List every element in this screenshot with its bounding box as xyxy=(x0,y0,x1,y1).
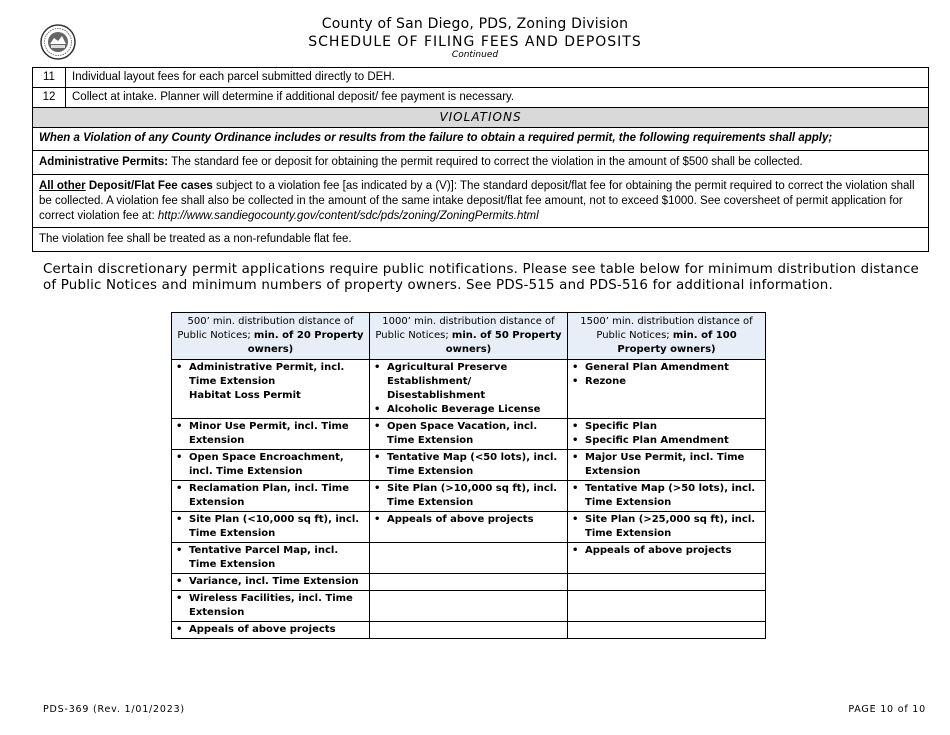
list-item-text: Minor Use Permit, incl. Time Extension xyxy=(189,421,349,446)
list-item xyxy=(176,544,365,572)
dist-header-1500 xyxy=(568,313,766,360)
list-item-text: Open Space Vacation, incl. Time Extension xyxy=(387,421,538,446)
list-item xyxy=(176,389,365,403)
list-item xyxy=(572,482,761,510)
list-item xyxy=(572,451,761,479)
other-label-underlined: All other xyxy=(39,180,86,192)
table-cell xyxy=(568,543,766,574)
table-row xyxy=(172,543,766,574)
note-text: Collect at intake. Planner will determine if additional deposit/ fee payment is necessary. xyxy=(66,88,929,108)
bullet-icon: • xyxy=(374,483,381,494)
table-cell xyxy=(568,622,766,639)
header-plain: 500’ min. distribution distance of Public Notices; xyxy=(177,316,354,341)
bullet-icon: • xyxy=(176,483,183,494)
list-item-text: Tentative Map (<50 lots), incl. Time Extension xyxy=(387,452,558,477)
list-item xyxy=(572,420,761,434)
table-cell xyxy=(568,360,766,419)
table-cell xyxy=(370,481,568,512)
table-cell xyxy=(370,543,568,574)
table-row xyxy=(172,591,766,622)
table-cell xyxy=(370,622,568,639)
table-row xyxy=(172,622,766,639)
other-label: Deposit/Flat Fee cases xyxy=(85,180,213,192)
bullet-icon: • xyxy=(176,593,183,604)
distribution-table xyxy=(171,312,766,639)
list-item-text: Alcoholic Beverage License xyxy=(387,404,541,415)
table-row xyxy=(172,450,766,481)
list-item-text: Appeals of above projects xyxy=(189,624,336,635)
bullet-icon: • xyxy=(572,483,579,494)
list-item-text: Open Space Encroachment, incl. Time Extension xyxy=(189,452,344,477)
page-subtitle: SCHEDULE OF FILING FEES AND DEPOSITS xyxy=(308,34,642,50)
dist-header-1000 xyxy=(370,313,568,360)
bullet-icon: • xyxy=(176,452,183,463)
administrative-permits-row xyxy=(33,151,929,175)
list-item-text: Appeals of above projects xyxy=(387,514,534,525)
violations-heading: VIOLATIONS xyxy=(33,108,929,128)
table-cell xyxy=(568,450,766,481)
list-item xyxy=(374,482,563,510)
table-cell xyxy=(172,481,370,512)
table-cell xyxy=(172,622,370,639)
list-item-text: Tentative Map (>50 lots), incl. Time Extension xyxy=(585,483,756,508)
note-text: Individual layout fees for each parcel submitted directly to DEH. xyxy=(66,68,929,88)
list-item xyxy=(176,592,365,620)
bullet-icon: • xyxy=(572,452,579,463)
admin-text: The standard fee or deposit for obtaining the permit required to correct the violation in the amount of $500 shall be collected. xyxy=(168,156,803,168)
permits-url: http://www.sandiegocounty.gov/content/sdc/pds/zoning/ZoningPermits.html xyxy=(157,210,539,222)
table-cell xyxy=(370,419,568,450)
list-item xyxy=(374,420,563,448)
list-item-text: Agricultural Preserve Establishment/ Disestablishment xyxy=(387,362,508,401)
table-row xyxy=(172,481,766,512)
list-item-text: Specific Plan Amendment xyxy=(585,435,729,446)
list-item-text: Tentative Parcel Map, incl. Time Extension xyxy=(189,545,339,570)
form-number: PDS-369 (Rev. 1/01/2023) xyxy=(43,704,185,715)
list-item xyxy=(176,451,365,479)
other-cases-row xyxy=(33,175,929,228)
page-title: County of San Diego, PDS, Zoning Division xyxy=(321,16,629,32)
list-item xyxy=(176,513,365,541)
bullet-icon: • xyxy=(176,514,183,525)
list-item xyxy=(374,451,563,479)
list-item xyxy=(176,623,365,637)
list-item xyxy=(374,361,563,403)
list-item-text: Rezone xyxy=(585,376,627,387)
list-item xyxy=(176,482,365,510)
table-cell xyxy=(172,543,370,574)
bullet-icon: • xyxy=(176,576,183,587)
bullet-icon: • xyxy=(176,545,183,556)
list-item-text: Habitat Loss Permit xyxy=(189,390,301,401)
other-text: subject to a violation fee [as indicated by a (V)]: The standard deposit/flat fee for obtaining the permit required to correct the violation shall be collected. A violation fee shall also be collected in the amount of the same intake deposit/flat fee amount, not to exceed $1000. See coversheet of permit application for correct violation fee at: xyxy=(39,180,915,222)
bullet-icon: • xyxy=(176,624,183,635)
page-number: PAGE 10 of 10 xyxy=(848,704,926,715)
table-cell xyxy=(172,574,370,591)
table-cell xyxy=(370,591,568,622)
header-bold: min. of 50 Property owners) xyxy=(445,330,562,355)
list-item-text: Variance, incl. Time Extension xyxy=(189,576,359,587)
nonrefundable-note: The violation fee shall be treated as a non-refundable flat fee. xyxy=(33,228,929,252)
table-cell xyxy=(568,591,766,622)
bullet-icon: • xyxy=(572,376,579,387)
list-item-text: Site Plan (>10,000 sq ft), incl. Time Extension xyxy=(387,483,558,508)
bullet-icon: • xyxy=(374,514,381,525)
list-item-text: Site Plan (>25,000 sq ft), incl. Time Extension xyxy=(585,514,756,539)
list-item xyxy=(374,403,563,417)
table-row xyxy=(172,512,766,543)
list-item xyxy=(572,361,761,375)
bullet-icon: • xyxy=(176,362,183,373)
list-item xyxy=(374,513,563,527)
bullet-icon: • xyxy=(572,421,579,432)
bullet-icon: • xyxy=(572,514,579,525)
list-item xyxy=(176,420,365,448)
header-plain: 1500’ min. distribution distance of Public Notices; xyxy=(580,316,753,341)
table-row xyxy=(172,419,766,450)
public-notice-text: Certain discretionary permit applications require public notifications. Please see table below for minimum distribution distance of Public Notices and minimum numbers of property owners. See PDS-515 and PDS-516 for additional information. xyxy=(43,262,919,293)
table-cell xyxy=(568,419,766,450)
list-item xyxy=(572,375,761,389)
fee-notes-table xyxy=(32,67,929,252)
note-row xyxy=(33,88,929,108)
bullet-icon: • xyxy=(572,435,579,446)
list-item-text: Major Use Permit, incl. Time Extension xyxy=(585,452,745,477)
list-item-text: General Plan Amendment xyxy=(585,362,729,373)
bullet-icon: • xyxy=(374,404,381,415)
header-bold: min. of 100 Property owners) xyxy=(617,330,737,355)
note-number: 11 xyxy=(33,68,66,88)
bullet-icon: • xyxy=(374,362,381,373)
note-row xyxy=(33,68,929,88)
bullet-icon: • xyxy=(374,421,381,432)
list-item xyxy=(572,513,761,541)
table-row xyxy=(172,360,766,419)
list-item xyxy=(572,544,761,558)
continued-label: Continued xyxy=(451,50,499,60)
header-plain: 1000’ min. distribution distance of Public Notices; xyxy=(375,316,555,341)
header-bold: min. of 20 Property owners) xyxy=(247,330,364,355)
table-cell xyxy=(172,450,370,481)
list-item xyxy=(572,434,761,448)
note-number: 12 xyxy=(33,88,66,108)
table-cell xyxy=(370,450,568,481)
bullet-icon: • xyxy=(176,421,183,432)
bullet-icon: • xyxy=(374,452,381,463)
table-cell xyxy=(568,574,766,591)
bullet-icon: • xyxy=(572,362,579,373)
dist-header-500 xyxy=(172,313,370,360)
table-cell xyxy=(370,574,568,591)
table-cell xyxy=(370,512,568,543)
table-cell xyxy=(568,512,766,543)
table-cell xyxy=(172,360,370,419)
list-item-text: Administrative Permit, incl. Time Extension xyxy=(189,362,345,387)
table-cell xyxy=(172,512,370,543)
table-row xyxy=(172,574,766,591)
table-cell xyxy=(568,481,766,512)
violations-intro: When a Violation of any County Ordinance includes or results from the failure to obtain a required permit, the following requirements shall apply; xyxy=(33,128,929,151)
list-item xyxy=(176,361,365,389)
list-item-text: Specific Plan xyxy=(585,421,657,432)
table-cell xyxy=(370,360,568,419)
bullet-icon: • xyxy=(572,545,579,556)
list-item-text: Reclamation Plan, incl. Time Extension xyxy=(189,483,349,508)
list-item-text: Wireless Facilities, incl. Time Extension xyxy=(189,593,353,618)
table-cell xyxy=(172,591,370,622)
list-item-text: Appeals of above projects xyxy=(585,545,732,556)
admin-label: Administrative Permits: xyxy=(39,156,169,168)
list-item xyxy=(176,575,365,589)
list-item-text: Site Plan (<10,000 sq ft), incl. Time Extension xyxy=(189,514,360,539)
table-cell xyxy=(172,419,370,450)
